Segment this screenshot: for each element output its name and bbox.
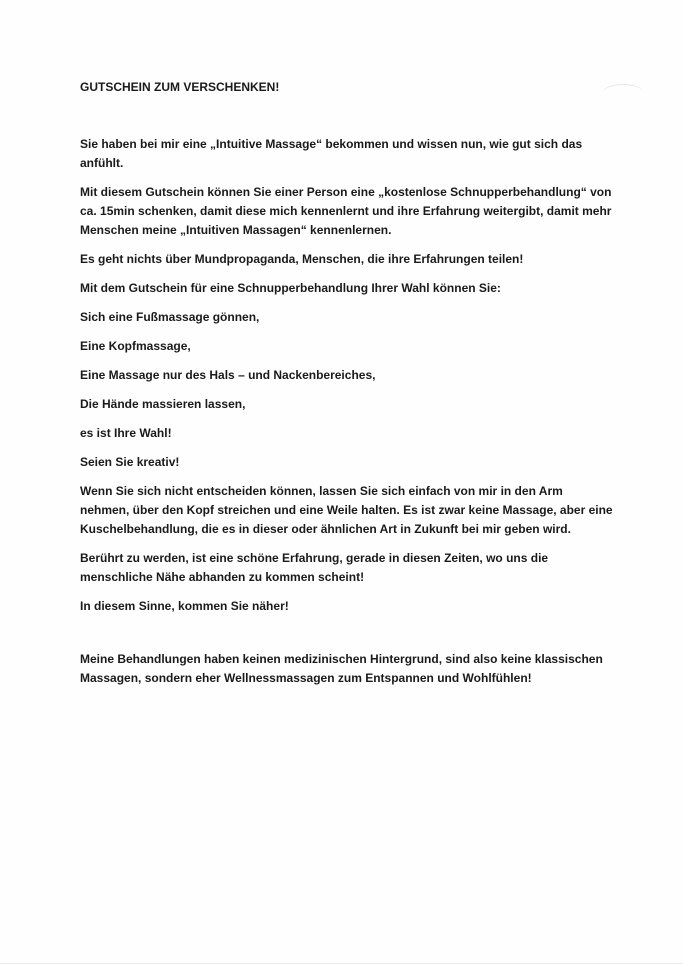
paragraph-your-choice: es ist Ihre Wahl! xyxy=(80,426,172,440)
paragraph-voucher-offer: Mit diesem Gutschein können Sie einer Person eine „kostenlose Schnupperbehandlung“ von ca. 15min schenken, damit diese mich kennenlernt und ihre Erfahrung weitergibt, damit mehr Menschen meine „Intuitiven Massagen“ kennenlernen. xyxy=(80,185,612,237)
option-head-massage: Eine Kopfmassage, xyxy=(80,339,191,353)
paragraph-be-creative: Seien Sie kreativ! xyxy=(80,455,180,469)
paragraph-word-of-mouth: Es geht nichts über Mundpropaganda, Menschen, die ihre Erfahrungen teilen! xyxy=(80,252,524,266)
paragraph-intro: Sie haben bei mir eine „Intuitive Massage“ bekommen und wissen nun, wie gut sich das anfühlt. xyxy=(80,137,583,170)
paragraph-cuddle-treatment: Wenn Sie sich nicht entscheiden können, lassen Sie sich einfach von mir in den Arm nehmen, über den Kopf streichen und eine Weile halten. Es ist zwar keine Massage, aber eine Kuschelbehandlung, die es in dieser oder ähnlichen Art in Zukunft bei mir geben wird. xyxy=(80,484,613,536)
disclaimer: Meine Behandlungen haben keinen medizinischen Hintergrund, sind also keine klassischen Massagen, sondern eher Wellnessmassagen zum Entspannen und Wohlfühlen! xyxy=(80,652,603,685)
document-body xyxy=(80,78,615,698)
option-neck-massage: Eine Massage nur des Hals – und Nackenbereiches, xyxy=(80,368,376,382)
paragraph-touch-experience: Berührt zu werden, ist eine schöne Erfahrung, gerade in diesen Zeiten, wo uns die menschliche Nähe abhanden zu kommen scheint! xyxy=(80,551,549,584)
option-hand-massage: Die Hände massieren lassen, xyxy=(80,397,246,411)
page-edge-line xyxy=(0,963,683,964)
option-foot-massage: Sich eine Fußmassage gönnen, xyxy=(80,310,260,324)
paragraph-closing: In diesem Sinne, kommen Sie näher! xyxy=(80,599,289,613)
document-title: GUTSCHEIN ZUM VERSCHENKEN! xyxy=(80,80,280,94)
paragraph-options-intro: Mit dem Gutschein für eine Schnupperbehandlung Ihrer Wahl können Sie: xyxy=(80,281,501,295)
